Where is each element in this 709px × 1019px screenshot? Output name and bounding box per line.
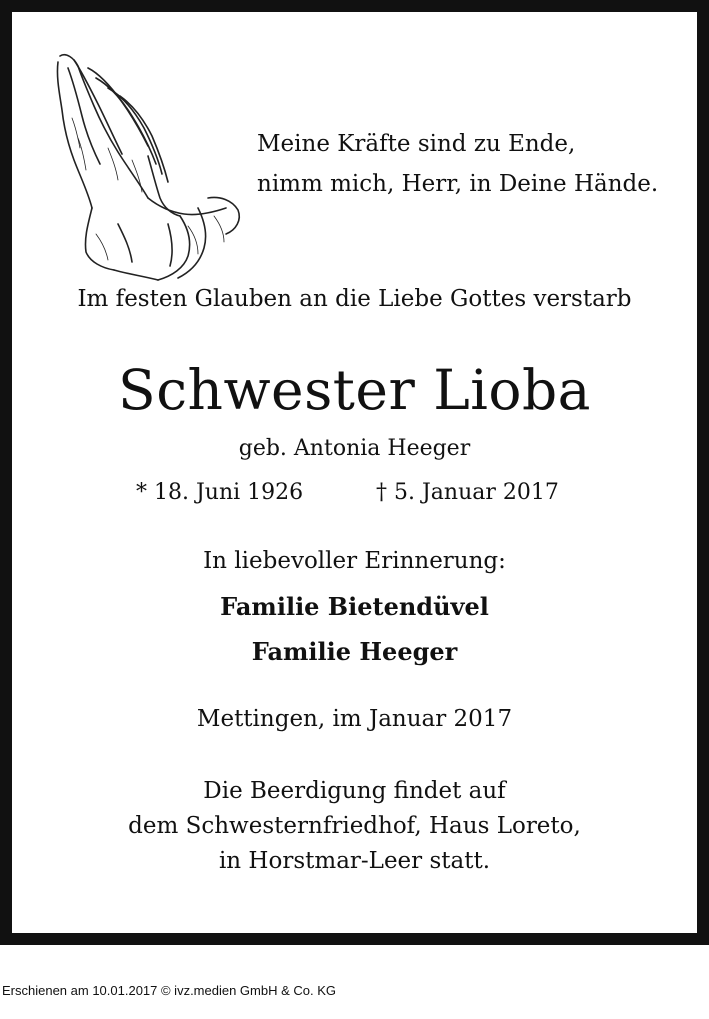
deceased-name: Schwester Lioba xyxy=(118,358,591,422)
death-date: † 5. Januar 2017 xyxy=(376,480,559,505)
intro-text: Im festen Glauben an die Liebe Gottes verstarb xyxy=(77,286,632,312)
birth-date: * 18. Juni 1926 xyxy=(136,480,304,505)
funeral-line-3: in Horstmar-Leer statt. xyxy=(218,848,491,874)
birth-name: geb. Antonia Heeger xyxy=(238,436,471,461)
publication-footer: Erschienen am 10.01.2017 © ivz.medien GmbH & Co. KG xyxy=(2,983,337,998)
motto-line-2: nimm mich, Herr, in Deine Hände. xyxy=(257,171,659,197)
funeral-line-1: Die Beerdigung findet auf xyxy=(203,778,506,804)
family-name-1: Familie Bietendüvel xyxy=(220,592,489,621)
family-name-2: Familie Heeger xyxy=(251,637,458,666)
praying-hands-icon xyxy=(48,48,244,288)
funeral-info xyxy=(0,774,709,879)
motto-verse xyxy=(257,124,658,204)
remembrance-heading: In liebevoller Erinnerung: xyxy=(203,548,506,574)
motto-line-1: Meine Kräfte sind zu Ende, xyxy=(257,131,576,157)
place-and-date: Mettingen, im Januar 2017 xyxy=(196,706,513,732)
funeral-line-2: dem Schwesternfriedhof, Haus Loreto, xyxy=(128,813,581,839)
